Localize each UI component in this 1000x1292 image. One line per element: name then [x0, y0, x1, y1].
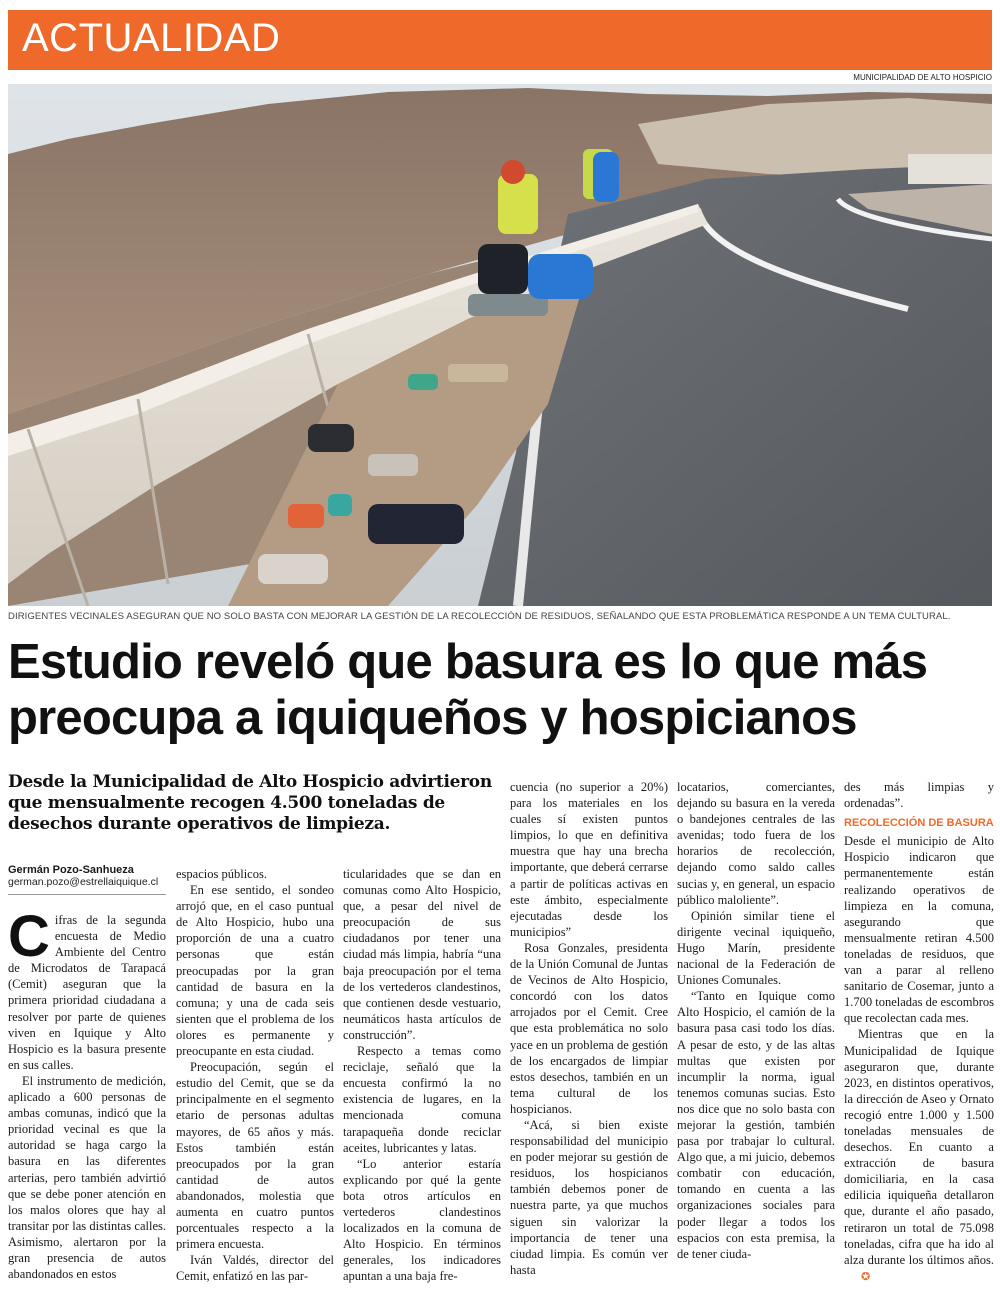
- paragraph: des más limpias y ordenadas”.: [844, 780, 994, 811]
- paragraph-text: ifras de la segunda encuesta de Medio Ambiente del Centro de Microdatos de Tarapacá (Cemit) aseguran que la primera prioridad ciudadana a resolver por parte de quienes viven en Iquique y Alto Hospicio es la basura presente en sus calles.: [8, 913, 166, 1072]
- headline: [8, 634, 992, 746]
- paragraph: locatarios, comerciantes, dejando su basura en la vereda o bandejones centrales de las avenidas; todo fuera de los horarios de recolección, dejando como saldo calles sucias y, en general, un espacio público maloliente”.: [677, 780, 835, 907]
- section-banner: [8, 10, 992, 70]
- end-mark-icon: ✪: [861, 1270, 871, 1283]
- article-column-5: [677, 779, 835, 1262]
- paragraph: “Lo anterior estaría explicando por qué la gente bota otros artículos en vertederos clandestinos localizados en la comuna de Alto Hospicio. En términos generales, los indicadores apuntan a una baja fre-: [343, 1156, 501, 1284]
- article-column-2: [176, 866, 334, 1284]
- paragraph: Desde el municipio de Alto Hospicio indicaron que permanentemente están realizando operativos de limpieza en la comuna, asegurando que mensualmente retiran 4.500 toneladas de residuos, que van a parar al relleno sanitario de Cosemar, junto a 1.700 toneladas de escombros que recolectan cada mes.: [844, 834, 994, 1026]
- paragraph: Iván Valdés, director del Cemit, enfatizó en las par-: [176, 1253, 334, 1284]
- paragraph: Opinión similar tiene el dirigente vecinal iquiqueño, Hugo Marín, presidente nacional de la Federación de Uniones Comunales.: [677, 908, 835, 988]
- author-name: Germán Pozo-Sanhueza: [8, 864, 134, 876]
- section-label: ACTUALIDAD: [22, 16, 281, 60]
- paragraph: “Acá, si bien existe responsabilidad del municipio en poder mejorar su gestión de residuos, los hospicianos también debemos poner de nuestra parte, ya que muchos siguen sin valorizar la importancia de tener una ciudad limpia. Es común ver hasta: [510, 1117, 668, 1277]
- headline-line-2: preocupa a iquiqueños y hospicianos: [8, 691, 857, 745]
- paragraph: cuencia (no superior a 20%) para los materiales en los cuales sí existen puntos limpios, lo que en definitiva muestra que hay una brecha importante, que deberá cerrarse a partir de políticas activas en este ámbito, especialmente ejecutadas desde los municipios”: [510, 780, 668, 939]
- news-photo: [8, 84, 992, 606]
- author-email: german.pozo@estrellaiquique.cl: [8, 876, 159, 888]
- paragraph: ticularidades que se dan en comunas como Alto Hospicio, que, a pesar del nivel de preocupación de sus ciudadanos por tener una ciudad más limpia, habría “una baja preocupación por el tema de los vertederos clandestinos, que contienen desde vestuario, neumáticos hasta artículos de construcción”.: [343, 867, 501, 1042]
- paragraph: [8, 904, 166, 1073]
- paragraph: Respecto a temas como reciclaje, señaló que la encuesta confirmó la no existencia de lugares, en la mencionada comuna tarapaqueña donde reciclar aceites, lubricantes y latas.: [343, 1044, 501, 1155]
- paragraph: Rosa Gonzales, presidenta de la Unión Comunal de Juntas de Vecinos de Alto Hospicio, concordó con los datos arrojados por el Cemit. Cree que esta problemática no solo yace en un problema de gestión de los encargados de limpiar estos desechos, también en un tema cultural de los hospicianos.: [510, 940, 668, 1116]
- paragraph: En ese sentido, el sondeo arrojó que, en el caso puntual de Alto Hospicio, hubo una proporción de una a cuatro personas que están preocupadas por la gran cantidad de basura en la comuna; y una de cada seis sienten que el problema de los olores es permanente y preocupante en esta ciudad.: [176, 883, 334, 1059]
- article-column-1: [8, 904, 166, 1282]
- article-column-3: [343, 866, 501, 1284]
- paragraph: El instrumento de medición, aplicado a 600 personas de ambas comunas, indicó que la prioridad vecinal es que la autoridad se haga cargo la basura en las diferentes arterias, pero también advirtió que se debe poner atención en los malos olores que hay al transitar por las distintas calles. Asimismo, alertaron por la gran presencia de autos abandonados en estos: [8, 1073, 166, 1282]
- paragraph: [844, 1026, 994, 1285]
- paragraph: Preocupación, según el estudio del Cemit, que se da principalmente en el segmento etario de personas adultas mayores, de 65 años y más. Estos también están preocupados por la gran cantidad de autos abandonados, molestia que aumenta en cuatro puntos porcentuales respecto a la primera encuesta.: [176, 1060, 334, 1252]
- paragraph-text: Mientras que en la Municipalidad de Iquique aseguraron que, durante 2023, en distintos operativos, la dirección de Aseo y Ornato recogió entre 1.000 y 1.500 toneladas mensuales de desechos. En cuanto a extracción de basura domiciliaria, en la casa edilicia iquiqueña detallaron que, durante el año pasado, retiraron un total de 75.098 toneladas, cifra que ha ido al alza durante los últimos años.: [844, 1027, 994, 1267]
- headline-line-1: Estudio reveló que basura es lo que más: [8, 635, 928, 689]
- article-column-4: [510, 779, 668, 1278]
- paragraph: “Tanto en Iquique como Alto Hospicio, el camión de la basura pasa casi todo los días. A pesar de esto, y de las altas multas que existen por incumplir la norma, igual tenemos comunas sucias. Esto nos dice que no solo basta con mejorar la gestión, también pasa por trabajar lo cultural. Algo que, a mi juicio, debemos combatir con educación, tomando en cuenta a las organizaciones sociales para poder llegar a todos los espacios con esta premisa, la de tener ciuda-: [677, 989, 835, 1261]
- photo-caption: DIRIGENTES VECINALES ASEGURAN QUE NO SOLO BASTA CON MEJORAR LA GESTIÓN DE LA RECOLECCIÓN DE RESIDUOS, SEÑALANDO QUE ESTA PROBLEMÁTICA RESPONDE A UN TEMA CULTURAL.: [8, 611, 951, 622]
- byline: [8, 864, 166, 895]
- drop-cap: C: [8, 904, 50, 969]
- article-column-6: [844, 779, 994, 1285]
- subhead-recoleccion: RECOLECCIÓN DE BASURA: [844, 817, 994, 830]
- photo-credit: MUNICIPALIDAD DE ALTO HOSPICIO: [853, 73, 992, 82]
- paragraph: espacios públicos.: [176, 867, 267, 881]
- deck: Desde la Municipalidad de Alto Hospicio advirtieron que mensualmente recogen 4.500 toneladas de desechos durante operativos de limpieza.: [8, 772, 492, 834]
